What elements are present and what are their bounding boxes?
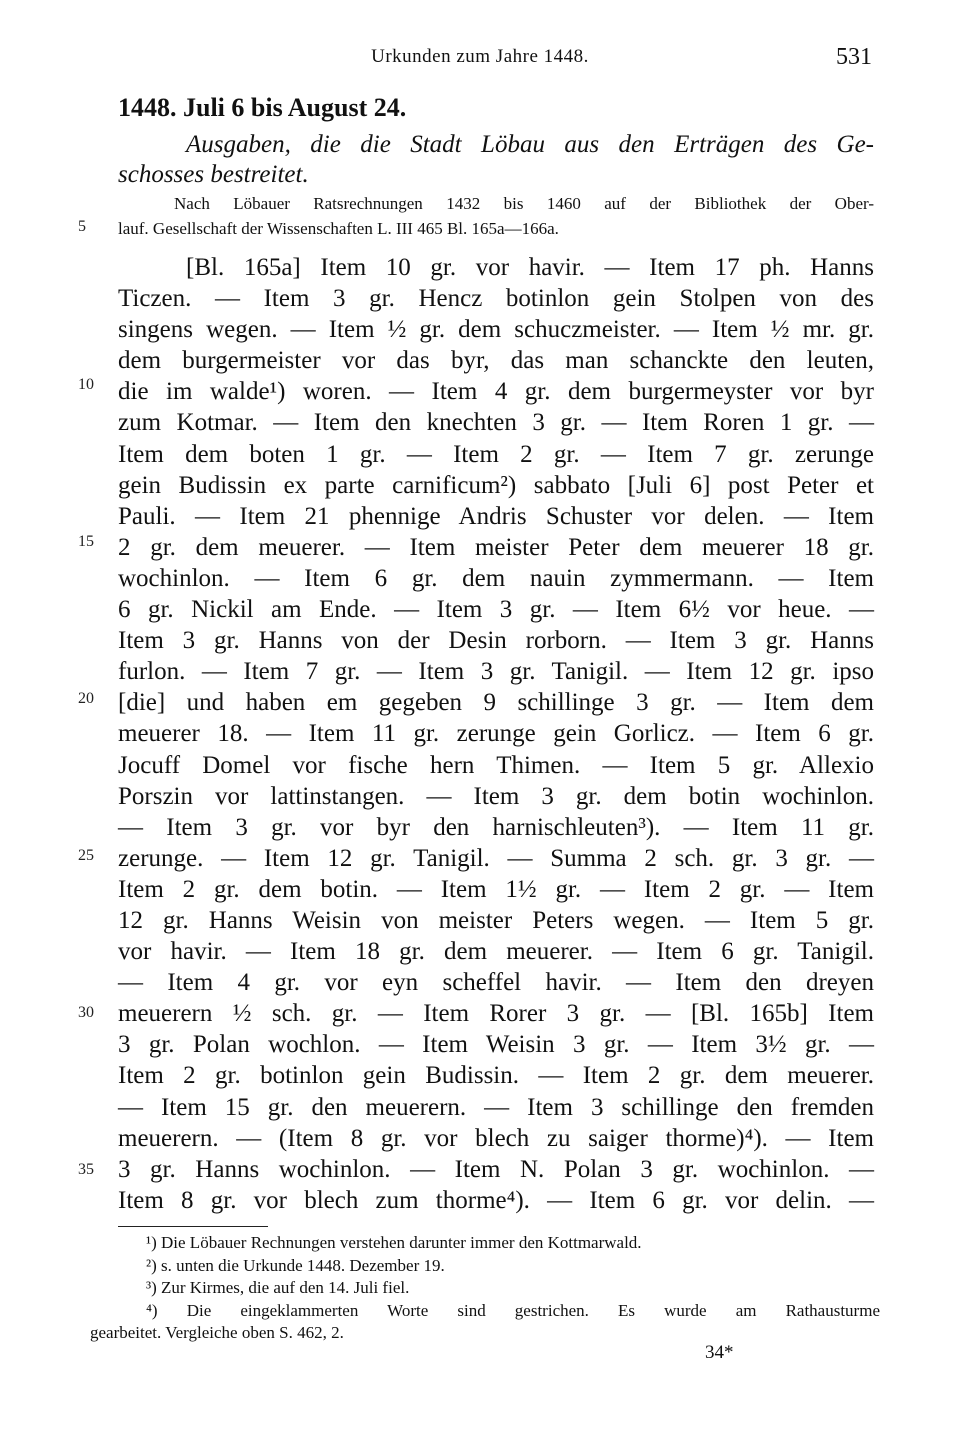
footnote-continuation: gearbeitet. Vergleiche oben S. 462, 2. (90, 1323, 344, 1342)
text-line: — Item 15 gr. den meuerern. — Item 3 schillinge den fremden (118, 1093, 874, 1121)
sheet-signature: 34* (705, 1342, 734, 1363)
text-line: Porszin vor lattinstangen. — Item 3 gr. dem botin wochinlon. (118, 782, 874, 810)
text-line: dem burgermeister vor das byr, das man schanckte den leuten, (118, 347, 874, 375)
text-line: Item dem boten 1 gr. — Item 2 gr. — Item 7 gr. zerunge (118, 440, 874, 468)
body-text (118, 252, 874, 1216)
text-line: gein Budissin ex parte carnificum²) sabbato [Juli 6] post Peter et (118, 471, 874, 499)
text-line: vor havir. — Item 18 gr. dem meuerer. — Item 6 gr. Tanigil. (118, 938, 874, 966)
line-number: 20 (78, 690, 94, 707)
line-number: 35 (78, 1161, 94, 1178)
page-number: 531 (836, 44, 872, 70)
text-line: furlon. — Item 7 gr. — Item 3 gr. Tanigil. — Item 12 gr. ipso (118, 658, 874, 686)
text-line: meuerer 18. — Item 11 gr. zerunge gein Gorlicz. — Item 6 gr. (118, 720, 874, 748)
footnote: ¹) Die Löbauer Rechnungen verstehen darunter immer den Kottmarwald. (146, 1233, 642, 1252)
text-line: Ticzen. — Item 3 gr. Hencz botinlon gein Stolpen von des (118, 285, 874, 313)
text-line: meuerern ½ sch. gr. — Item Rorer 3 gr. — [Bl. 165b] Item (118, 1000, 874, 1028)
running-head: Urkunden zum Jahre 1448. (371, 46, 589, 67)
text-line: [Bl. 165a] Item 10 gr. vor havir. — Item 17 ph. Hanns (186, 254, 874, 281)
text-line: Item 2 gr. botinlon gein Budissin. — Item 2 gr. dem meuerer. (118, 1062, 874, 1090)
text-line: — Item 4 gr. vor eyn scheffel havir. — Item den dreyen (118, 969, 874, 997)
subtitle-line: Ausgaben, die die Stadt Löbau aus den Erträgen des Ge- (186, 131, 874, 158)
text-line: 3 gr. Polan wochlon. — Item Weisin 3 gr. — Item 3½ gr. — (118, 1031, 874, 1059)
text-line: 6 gr. Nickil am Ende. — Item 3 gr. — Item 6½ vor heue. — (118, 596, 874, 624)
text-line: zum Kotmar. — Item den knechten 3 gr. — Item Roren 1 gr. — (118, 409, 874, 437)
source-line: lauf. Gesellschaft der Wissenschaften L. III 465 Bl. 165a—166a. (118, 219, 559, 238)
footnote: ³) Zur Kirmes, die auf den 14. Juli fiel. (146, 1278, 410, 1297)
subtitle-line: schosses bestreitet. (118, 161, 309, 188)
text-line: [die] und haben em gegeben 9 schillinge 3 gr. — Item dem (118, 689, 874, 717)
text-line: zerunge. — Item 12 gr. Tanigil. — Summa 2 sch. gr. 3 gr. — (118, 844, 874, 872)
footnotes (90, 1232, 880, 1345)
text-line: 12 gr. Hanns Weisin von meister Peters wegen. — Item 5 gr. (118, 906, 874, 934)
text-line: — Item 3 gr. vor byr den harnischleuten³). — Item 11 gr. (118, 813, 874, 841)
line-number: 10 (78, 376, 94, 393)
line-number: 25 (78, 847, 94, 864)
text-line: singens wegen. — Item ½ gr. dem schuczmeister. — Item ½ mr. gr. (118, 316, 874, 344)
text-line: Item 8 gr. vor blech zum thorme⁴). — Item 6 gr. vor delin. — (118, 1186, 874, 1214)
line-number: 5 (78, 218, 86, 235)
text-line: meuerern. — (Item 8 gr. vor blech zu saiger thorme)⁴). — Item (118, 1124, 874, 1152)
source-note (118, 191, 874, 241)
document-subtitle (118, 130, 874, 190)
line-number: 15 (78, 533, 94, 550)
footnote: ²) s. unten die Urkunde 1448. Dezember 19. (146, 1255, 445, 1275)
source-line: Nach Löbauer Ratsrechnungen 1432 bis 1460 auf der Bibliothek der Ober- (174, 194, 874, 213)
text-line: wochinlon. — Item 6 gr. dem nauin zymmermann. — Item (118, 564, 874, 592)
text-line: die im walde¹) woren. — Item 4 gr. dem burgermeyster vor byr (118, 378, 874, 406)
text-line: 2 gr. dem meuerer. — Item meister Peter dem meuerer 18 gr. (118, 533, 874, 561)
document-heading: 1448. Juli 6 bis August 24. (118, 93, 407, 122)
text-line: 3 gr. Hanns wochinlon. — Item N. Polan 3 gr. wochinlon. — (118, 1155, 874, 1183)
text-line: Item 3 gr. Hanns von der Desin rorborn. — Item 3 gr. Hanns (118, 627, 874, 655)
text-line: Item 2 gr. dem botin. — Item 1½ gr. — Item 2 gr. — Item (118, 875, 874, 903)
footnote: ⁴) Die eingeklammerten Worte sind gestrichen. Es wurde am Rathausturme (146, 1300, 880, 1320)
footnote-divider (118, 1226, 268, 1227)
text-line: Pauli. — Item 21 phennige Andris Schuster vor delen. — Item (118, 502, 874, 530)
line-number: 30 (78, 1004, 94, 1021)
text-line: Jocuff Domel vor fische hern Thimen. — Item 5 gr. Allexio (118, 751, 874, 779)
